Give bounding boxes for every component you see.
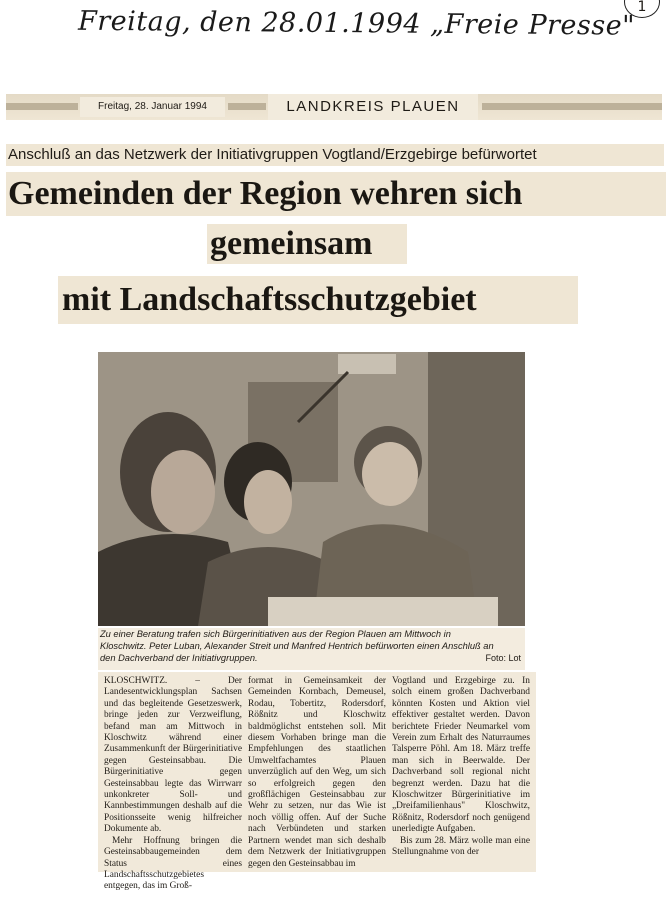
- kicker-strip: [6, 144, 664, 166]
- column-3-paragraph-1: Vogtland und Erzgebirge zu. In solch einem großen Dachverband könnten Kosten und Aktion viel effektiver gestaltet werden. Davon berichtete Frieder Neumarkel vom Verein zum Erhalt des Naturraumes Talsperre Pöhl. Am 18. März treffe man sich in Beerwalde. Der Dachverband soll regional nicht begrenzt werden. Dazu hat die Kloschwitzer Bürgerinitiative im „Dreifamilienhaus" Kloschwitz, Rößnitz, Rodersdorf noch genügend unerledigte Aufgaben.: [392, 676, 530, 835]
- photo-illustration: [98, 352, 525, 626]
- headline-line-3: mit Landschaftsschutzgebiet: [62, 281, 477, 318]
- article-column-1: [104, 676, 242, 892]
- person-1-face: [151, 450, 215, 534]
- article-photo: [98, 352, 525, 626]
- issue-date: Freitag, 28. Januar 1994: [80, 97, 225, 117]
- person-3-face: [362, 442, 418, 506]
- article-column-2: [248, 676, 386, 872]
- article-kicker: Anschluß an das Netzwerk der Initiativgruppen Vogtland/Erzgebirge befürwortet: [8, 146, 537, 163]
- headline-line-1: Gemeinden der Region wehren sich: [8, 175, 523, 212]
- headline-line-2: gemeinsam: [210, 225, 373, 262]
- column-3-paragraph-2: Bis zum 28. März wolle man eine Stellungnahme von der: [392, 835, 530, 858]
- column-1-paragraph-1: KLOSCHWITZ. – Der Landesentwicklungsplan Sachsen und das begleitende Gesetzeswerk, bringe jeden zur Verzweiflung, befand man am Mittwoch in Kloschwitz während einer Zusammenkunft der Bürgerinitiative gegen Gesteinsabbau. Die Bürgerinitiative gegen Gesteinsabbau legte das Wirrwarr unkonkreter Soll- und Kannbestimmungen deshalb auf die Positionsseite wenig hilfreicher Dokumente ab.: [104, 676, 242, 835]
- header-rule-left: [6, 103, 78, 110]
- newspaper-header-strip: [6, 94, 662, 120]
- section-title: LANDKREIS PLAUEN: [268, 94, 478, 120]
- handwritten-annotation: Freitag, den 28.01.1994 „Freie Presse": [77, 5, 636, 42]
- photo-credit: Foto: Lot: [485, 653, 521, 663]
- header-rule-mid: [228, 103, 266, 110]
- caption-box: [98, 628, 525, 670]
- article-body: [98, 672, 536, 892]
- column-1-paragraph-2: Mehr Hoffnung bringen die Gesteinsabbaugemeinden dem Status eines Landschaftsschutzgebietes entgegen, das im Groß-: [104, 835, 242, 892]
- headline-strip-2: [207, 224, 407, 264]
- page-number-circle: 1: [624, 0, 660, 18]
- article-column-3: [392, 676, 530, 872]
- table-papers: [268, 597, 498, 626]
- column-2-paragraph-1: format in Gemeinsamkeit der Gemeinden Kornbach, Demeusel, Rodau, Tobertitz, Rodersdorf, Rößnitz und Kloschwitz baldmöglichst entstehen soll. Mit diesem Vorhaben bringe man die Empfehlungen des staatlichen Umweltfachamtes Plauen unverzüglich auf den Weg, um sich so erfolgreich gegen den großflächigen Gesteinsabbau zur Wehr zu setzen, nur das Wie ist noch völlig offen. Auf der Suche nach Verbündeten und starken Partnern wendet man sich deshalb dem Netzwerk der Initiativgruppen gegen den Gesteinsabbau im: [248, 676, 386, 869]
- headline-strip-3: [58, 276, 578, 324]
- lamp: [338, 354, 396, 374]
- headline-strip-1: [6, 172, 666, 216]
- person-2-face: [244, 470, 292, 534]
- photo-caption: Zu einer Beratung trafen sich Bürgerinitiativen aus der Region Plauen am Mittwoch in Kloschwitz. Peter Luban, Alexander Streit und Manfred Hentrich befürworten einen Anschluß an den Dachverband der Initiativgruppen.: [100, 629, 494, 663]
- header-rule-right: [482, 103, 662, 110]
